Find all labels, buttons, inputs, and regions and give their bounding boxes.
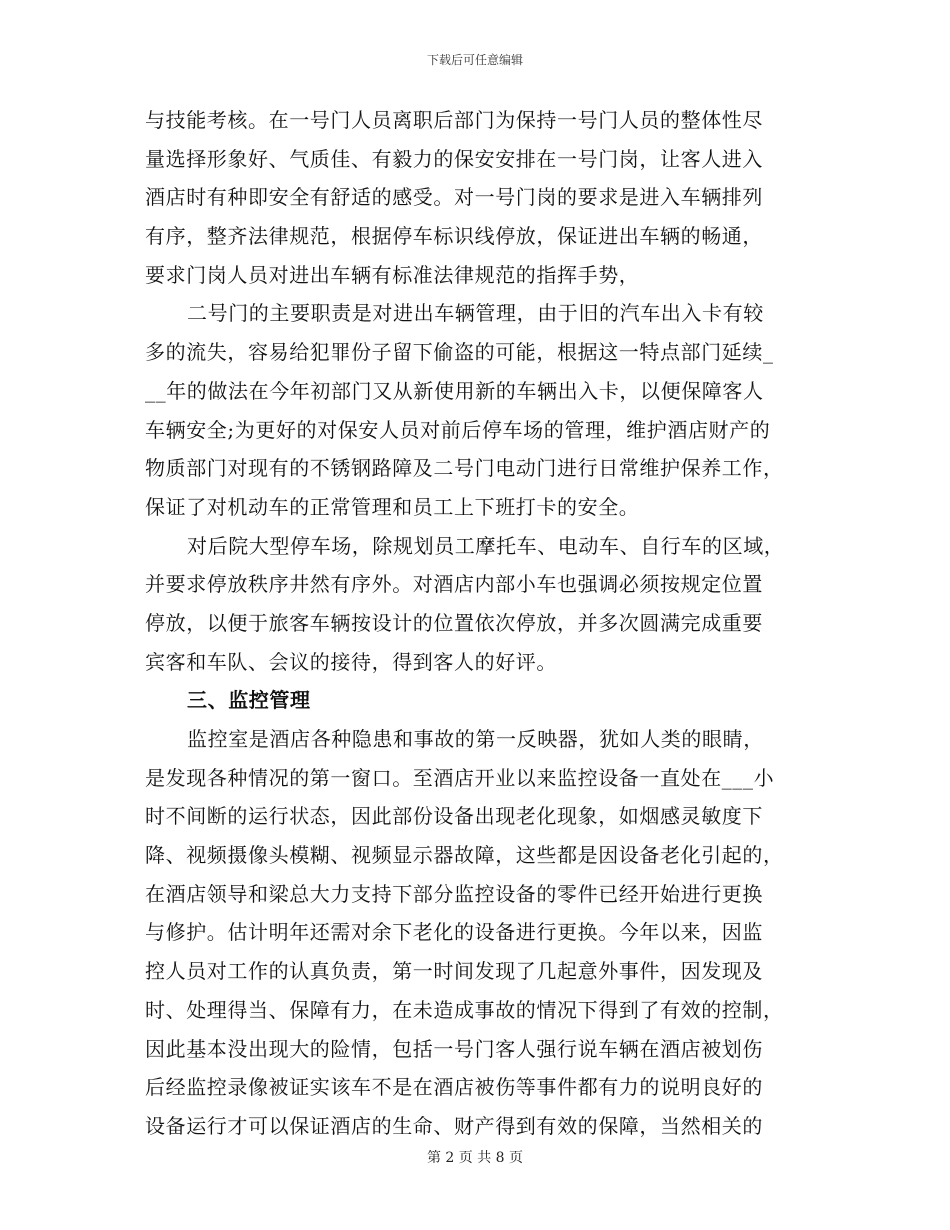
text-line: 是发现各种情况的第一窗口。至酒店开业以来监控设备一直处在___小 [145, 765, 775, 790]
paragraph-parking-lot [145, 527, 810, 682]
text-line: 控人员对工作的认真负责，第一时间发现了几起意外事件，因发现及 [145, 959, 763, 984]
text-line: 设备运行才可以保证酒店的生命、财产得到有效的保障，当然相关的 [145, 1113, 763, 1138]
text-line: 时不间断的运行状态，因此部份设备出现老化现象，如烟感灵敏度下 [145, 804, 763, 829]
text-line: 宾客和车队、会议的接待，得到客人的好评。 [145, 649, 557, 674]
text-line: __年的做法在今年初部门又从新使用新的车辆出入卡，以便保障客人 [145, 378, 764, 403]
text-line: 停放，以便于旅客车辆按设计的位置依次停放，并多次圆满完成重要 [145, 610, 763, 635]
text-line: 并要求停放秩序井然有序外。对酒店内部小车也强调必须按规定位置 [145, 572, 763, 597]
text-line: 二号门的主要职责是对进出车辆管理，由于旧的汽车出入卡有较 [187, 301, 764, 326]
text-line: 酒店时有种即安全有舒适的感受。对一号门岗的要求是进入车辆排列 [145, 185, 763, 210]
document-body [145, 101, 810, 1146]
text-line: 量选择形象好、气质佳、有毅力的保安安排在一号门岗，让客人进入 [145, 146, 763, 171]
page-header: 下载后可任意编辑 [426, 53, 523, 67]
text-line: 有序，整齐法律规范，根据停车标识线停放，保证进出车辆的畅通， [145, 224, 763, 249]
paragraph-continuation [145, 101, 810, 294]
text-line: 多的流失，容易给犯罪份子留下偷盗的可能，根据这一特点部门延续_ [145, 340, 774, 365]
text-line: 后经监控录像被证实该车不是在酒店被伤等事件都有力的说明良好的 [145, 1075, 763, 1100]
paragraph-gate-two [145, 294, 810, 526]
section-heading: 三、监控管理 [187, 688, 311, 713]
text-line: 与技能考核。在一号门人员离职后部门为保持一号门人员的整体性尽 [145, 108, 763, 132]
text-line: 要求门岗人员对进出车辆有标准法律规范的指挥手势， [145, 262, 640, 287]
text-line: 时、处理得当、保障有力，在未造成事故的情况下得到了有效的控制， [145, 997, 784, 1022]
text-line: 车辆安全;为更好的对保安人员对前后停车场的管理，维护酒店财产的 [145, 417, 771, 442]
paragraph-monitoring [145, 720, 810, 1146]
text-line: 监控室是酒店各种隐患和事故的第一反映器，犹如人类的眼睛， [187, 727, 764, 751]
text-line: 在酒店领导和梁总大力支持下部分监控设备的零件已经开始进行更换 [145, 881, 763, 906]
text-line: 保证了对机动车的正常管理和员工上下班打卡的安全。 [145, 494, 640, 519]
text-line: 与修护。估计明年还需对余下老化的设备进行更换。今年以来，因监 [145, 920, 763, 945]
text-line: 降、视频摄像头模糊、视频显示器故障，这些都是因设备老化引起的， [145, 843, 784, 868]
text-line: 因此基本没出现大的险情，包括一号门客人强行说车辆在酒店被划伤 [145, 1036, 763, 1061]
text-line: 物质部门对现有的不锈钢路障及二号门电动门进行日常维护保养工作， [145, 456, 784, 481]
text-line: 对后院大型停车场，除规划员工摩托车、电动车、自行车的区域， [187, 533, 785, 558]
page-footer: 第 2 页 共 8 页 [426, 1150, 524, 1166]
